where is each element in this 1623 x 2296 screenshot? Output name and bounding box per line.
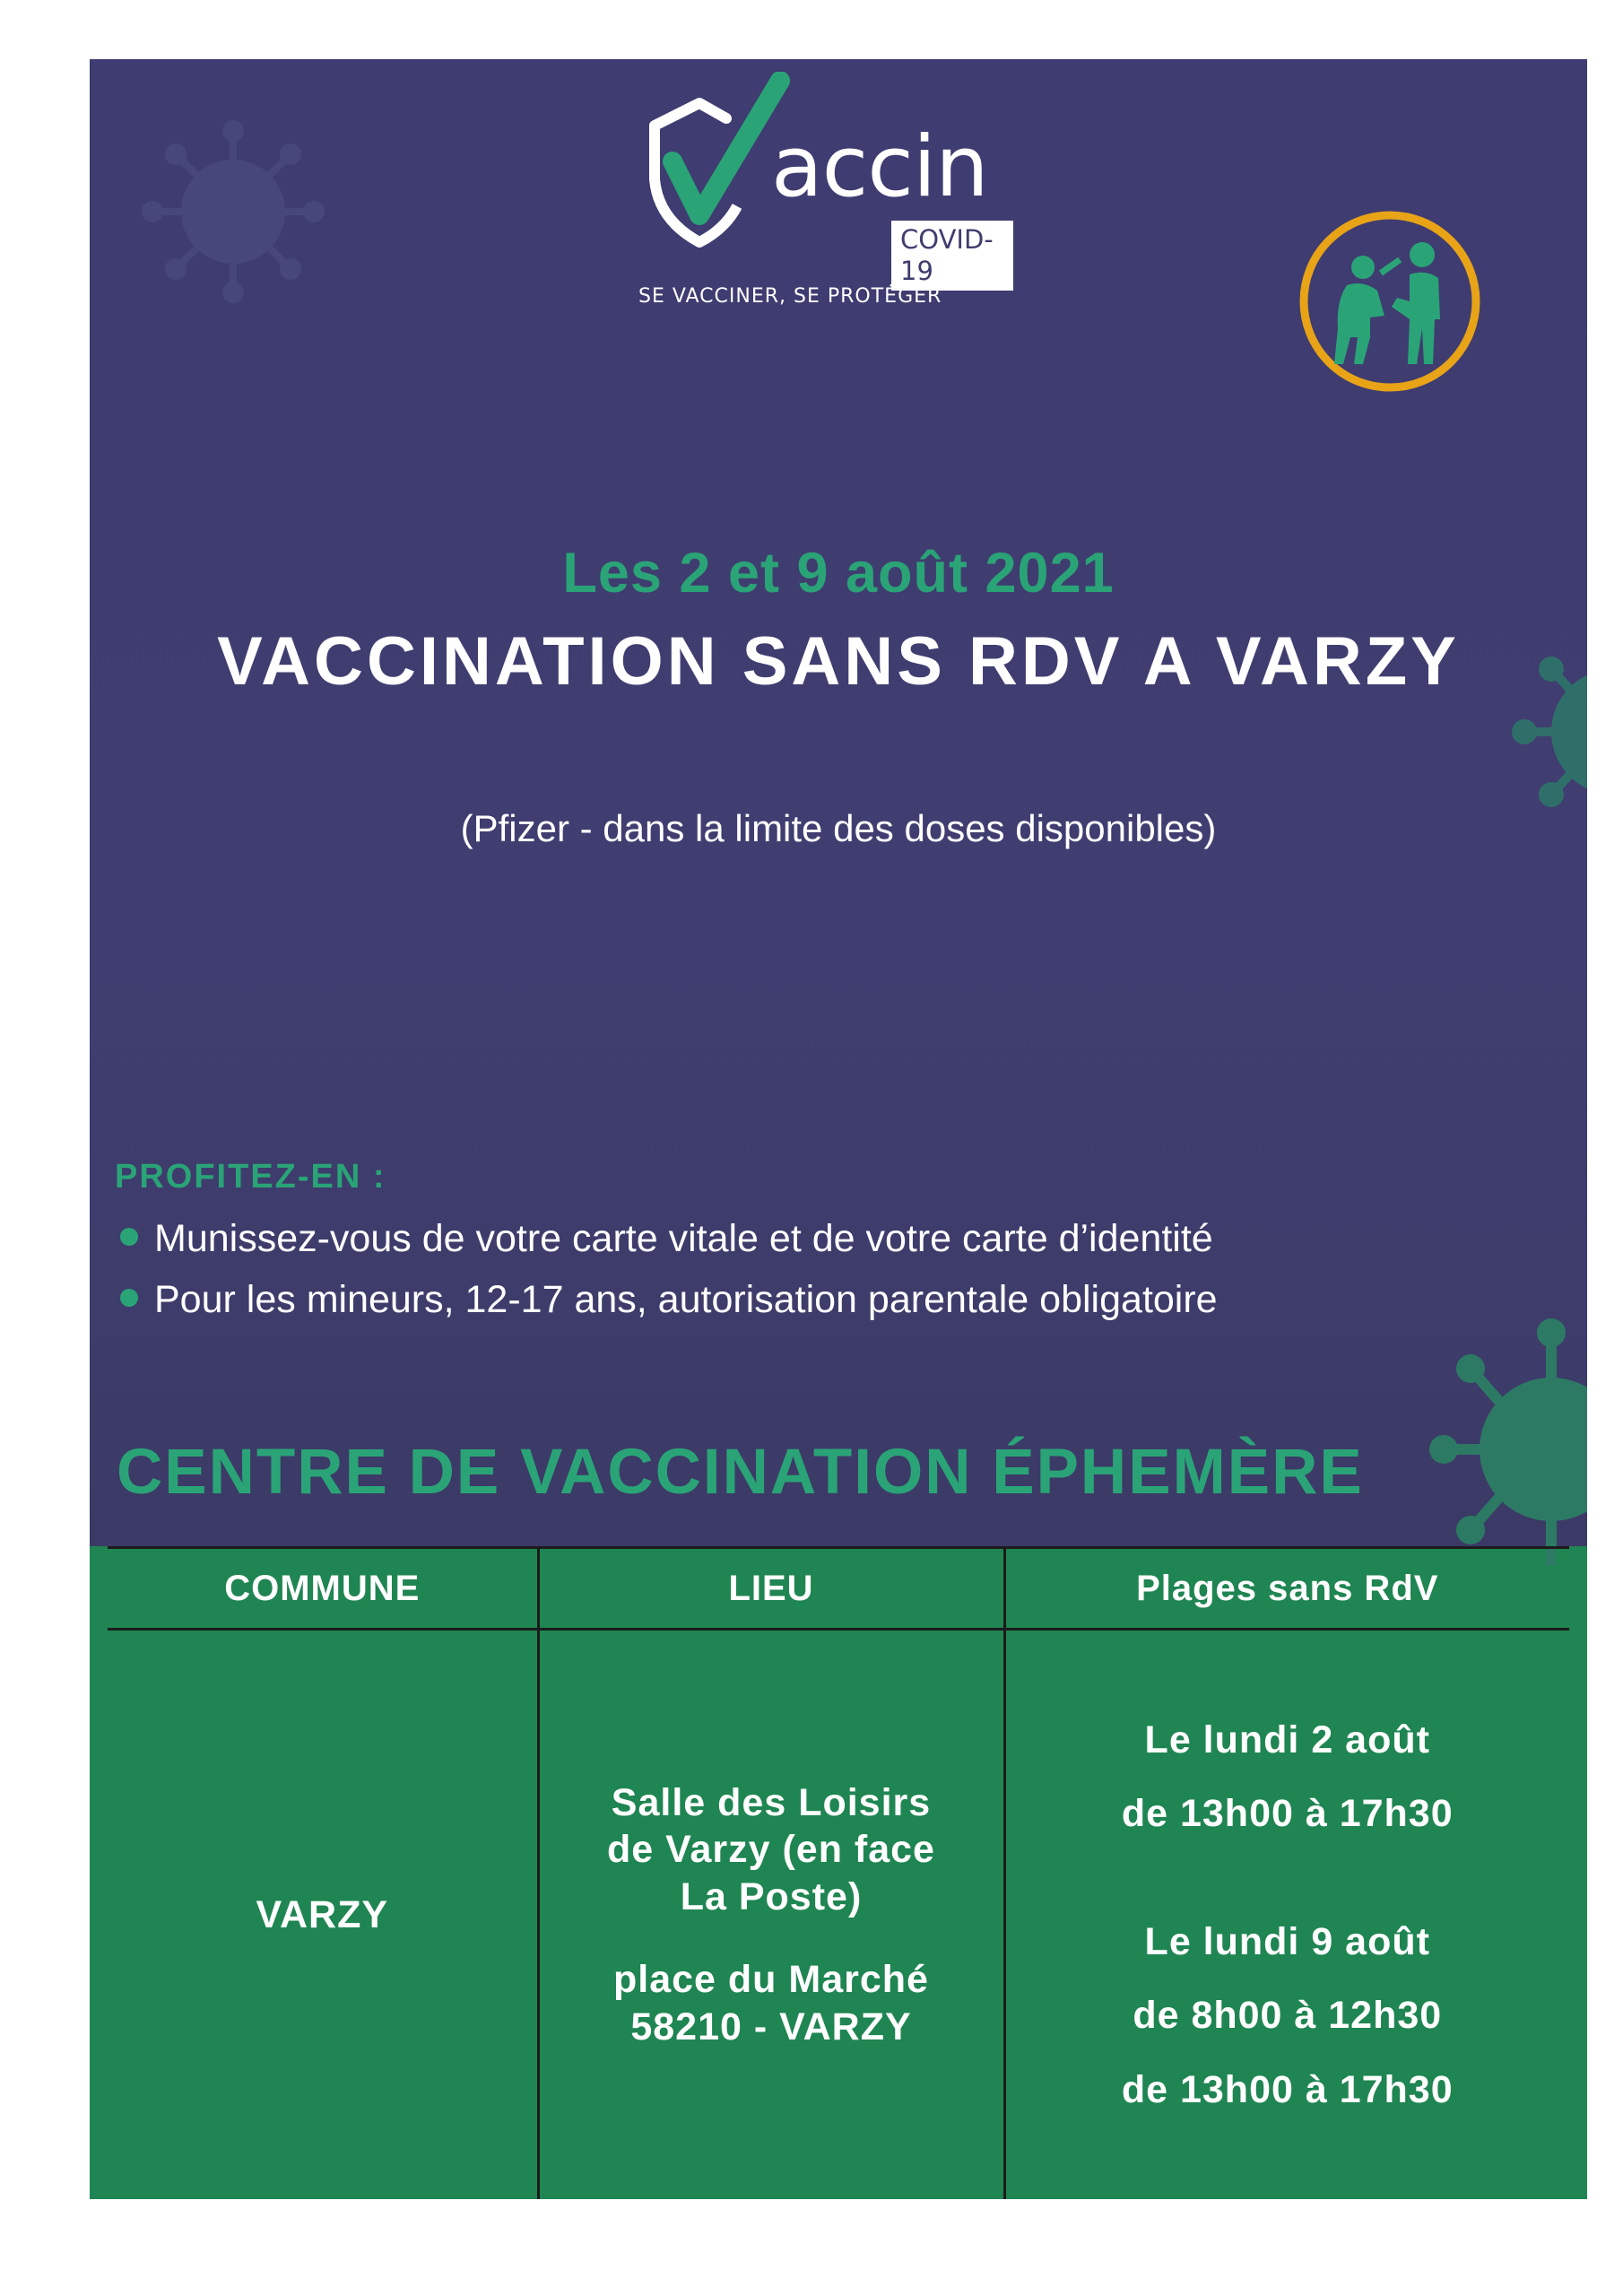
vaccin-covid-logo — [637, 72, 1013, 323]
logo-wordmark: accin — [771, 118, 988, 216]
commune-name: VARZY — [256, 1892, 389, 1936]
slot-spacer — [1007, 1838, 1569, 1918]
poster — [90, 59, 1587, 2199]
lieu-line: de Varzy (en face — [607, 1828, 935, 1872]
table-header-row — [108, 1548, 1569, 1630]
page-title: VACCINATION SANS RDV A VARZY — [217, 623, 1460, 700]
plages-cell — [1004, 1630, 1569, 2200]
centre-title: CENTRE DE VACCINATION ÉPHEMÈRE — [117, 1437, 1364, 1508]
slot-time: de 13h00 à 17h30 — [1121, 1792, 1454, 1836]
list-item-text: Munissez-vous de votre carte vitale et de votre carte d’identité — [154, 1217, 1213, 1260]
requirements-list — [115, 1212, 1218, 1334]
vaccination-people-icon — [1291, 203, 1488, 400]
virus-icon — [135, 113, 332, 310]
slot-time: de 13h00 à 17h30 — [1121, 2067, 1454, 2111]
table-row — [108, 1630, 1569, 2200]
bullet-icon — [120, 1228, 138, 1246]
commune-cell — [108, 1630, 538, 2200]
slot-day: Le lundi 9 août — [1144, 1919, 1430, 1963]
list-item — [115, 1273, 1218, 1334]
address-line: 58210 - VARZY — [630, 2005, 912, 2048]
schedule-table — [108, 1546, 1569, 2199]
address-line: place du Marché — [613, 1958, 929, 2002]
event-dates: Les 2 et 9 août 2021 — [562, 542, 1115, 604]
list-item-text: Pour les mineurs, 12-17 ans, autorisation parentale obligatoire — [154, 1278, 1218, 1321]
slot-time: de 8h00 à 12h30 — [1133, 1994, 1443, 2038]
logo-tagline: SE VACCINER, SE PROTÉGER — [638, 285, 942, 308]
profitez-title: PROFITEZ-EN : — [115, 1158, 386, 1196]
bullet-icon — [120, 1289, 138, 1307]
lieu-line: Salle des Loisirs — [611, 1780, 932, 1824]
list-item — [115, 1212, 1218, 1273]
lieu-cell — [538, 1630, 1004, 2200]
header-lieu: LIEU — [538, 1548, 1004, 1630]
lieu-spacer — [541, 1920, 1002, 1956]
virus-icon — [1417, 1297, 1587, 1566]
subtitle: (Pfizer - dans la limite des doses disponibles) — [460, 807, 1217, 849]
header-commune: COMMUNE — [108, 1548, 538, 1630]
logo-badge: COVID-19 — [891, 221, 1013, 291]
header-plages: Plages sans RdV — [1004, 1548, 1569, 1630]
slot-day: Le lundi 2 août — [1144, 1718, 1430, 1761]
lieu-line: La Poste) — [680, 1874, 863, 1918]
